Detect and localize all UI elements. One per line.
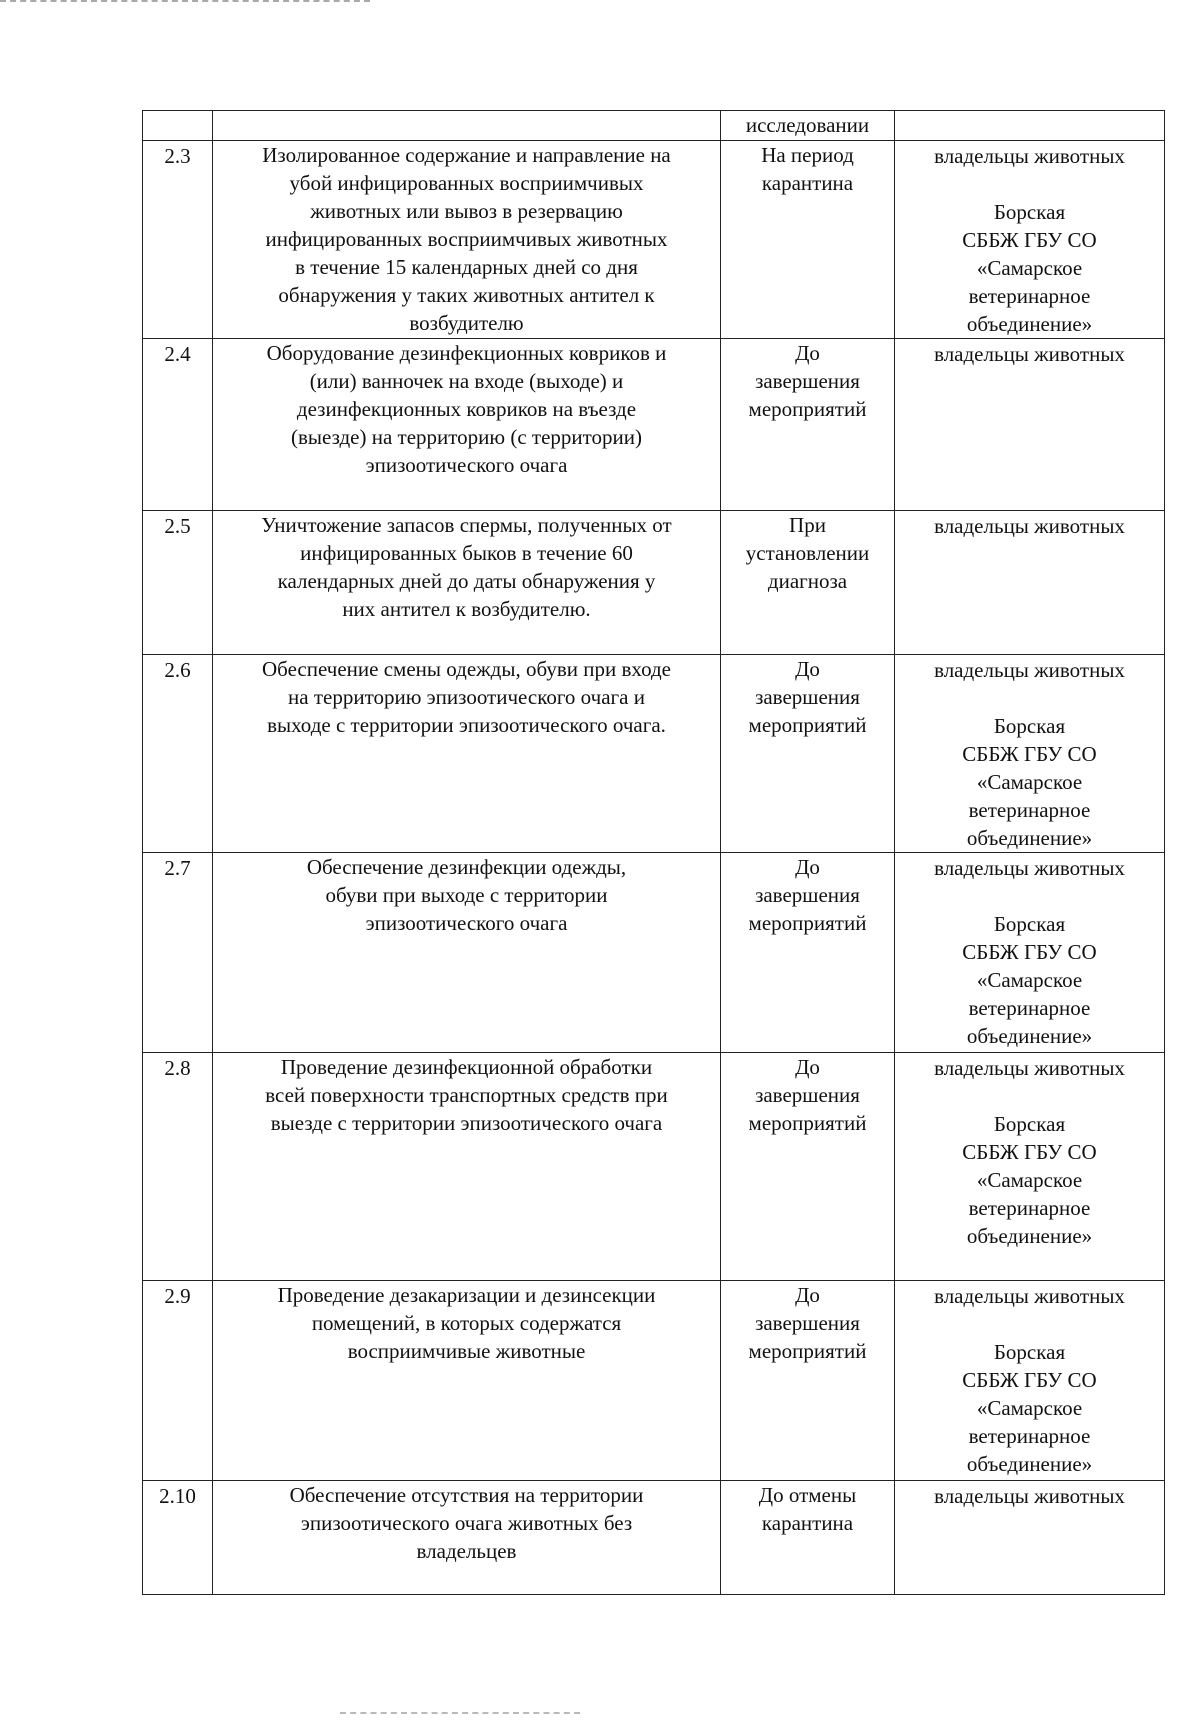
row-number: 2.6 <box>143 655 213 853</box>
row-responsible <box>895 111 1165 141</box>
scan-artifact-top <box>0 0 370 5</box>
row-measure: Обеспечение дезинфекции одежды, обуви при выходе с территории эпизоотического очага <box>213 853 721 1053</box>
row-responsible: владельцы животных <box>895 1481 1165 1595</box>
row-measure: Обеспечение отсутствия на территории эпизоотического очага животных без владельцев <box>213 1481 721 1595</box>
row-measure: Обеспечение смены одежды, обуви при входе на территорию эпизоотического очага и выходе с территории эпизоотического очага. <box>213 655 721 853</box>
row-term: До отмены карантина <box>721 1481 895 1595</box>
row-responsible: владельцы животных Борская СББЖ ГБУ СО «Самарское ветеринарное объединение» <box>895 1281 1165 1481</box>
table-row <box>143 1053 1165 1281</box>
scan-artifact-bottom <box>340 1712 580 1717</box>
row-term: На период карантина <box>721 141 895 339</box>
row-measure: Изолированное содержание и направление на убой инфицированных восприимчивых животных или вывоз в резервацию инфицированных восприимчивых животных в течение 15 календарных дней со дня обнаружения у таких животных антител к возбудителю <box>213 141 721 339</box>
table-row <box>143 141 1165 339</box>
row-number: 2.9 <box>143 1281 213 1481</box>
table-row <box>143 1281 1165 1481</box>
row-term: исследовании <box>721 111 895 141</box>
table-row <box>143 655 1165 853</box>
row-measure <box>213 111 721 141</box>
row-number: 2.10 <box>143 1481 213 1595</box>
table-row <box>143 1481 1165 1595</box>
row-number: 2.4 <box>143 339 213 511</box>
row-term: До завершения мероприятий <box>721 853 895 1053</box>
row-number: 2.8 <box>143 1053 213 1281</box>
row-measure: Проведение дезакаризации и дезинсекции помещений, в которых содержатся восприимчивые животные <box>213 1281 721 1481</box>
row-term: До завершения мероприятий <box>721 655 895 853</box>
table-row-continued <box>143 111 1165 141</box>
row-responsible: владельцы животных Борская СББЖ ГБУ СО «Самарское ветеринарное объединение» <box>895 1053 1165 1281</box>
row-measure: Уничтожение запасов спермы, полученных от инфицированных быков в течение 60 календарных дней до даты обнаружения у них антител к возбудителю. <box>213 511 721 655</box>
row-number: 2.7 <box>143 853 213 1053</box>
row-measure: Проведение дезинфекционной обработки всей поверхности транспортных средств при выезде с территории эпизоотического очага <box>213 1053 721 1281</box>
row-term: При установлении диагноза <box>721 511 895 655</box>
table-row <box>143 511 1165 655</box>
row-term: До завершения мероприятий <box>721 1053 895 1281</box>
measures-table <box>142 110 1165 1595</box>
row-number: 2.5 <box>143 511 213 655</box>
row-number: 2.3 <box>143 141 213 339</box>
table-row <box>143 853 1165 1053</box>
row-number <box>143 111 213 141</box>
row-responsible: владельцы животных Борская СББЖ ГБУ СО «Самарское ветеринарное объединение» <box>895 655 1165 853</box>
row-term: До завершения мероприятий <box>721 1281 895 1481</box>
row-term: До завершения мероприятий <box>721 339 895 511</box>
row-responsible: владельцы животных Борская СББЖ ГБУ СО «Самарское ветеринарное объединение» <box>895 141 1165 339</box>
row-measure: Оборудование дезинфекционных ковриков и (или) ванночек на входе (выходе) и дезинфекционных ковриков на въезде (выезде) на территорию (с территории) эпизоотического очага <box>213 339 721 511</box>
row-responsible: владельцы животных Борская СББЖ ГБУ СО «Самарское ветеринарное объединение» <box>895 853 1165 1053</box>
row-responsible: владельцы животных <box>895 511 1165 655</box>
table-row <box>143 339 1165 511</box>
row-responsible: владельцы животных <box>895 339 1165 511</box>
